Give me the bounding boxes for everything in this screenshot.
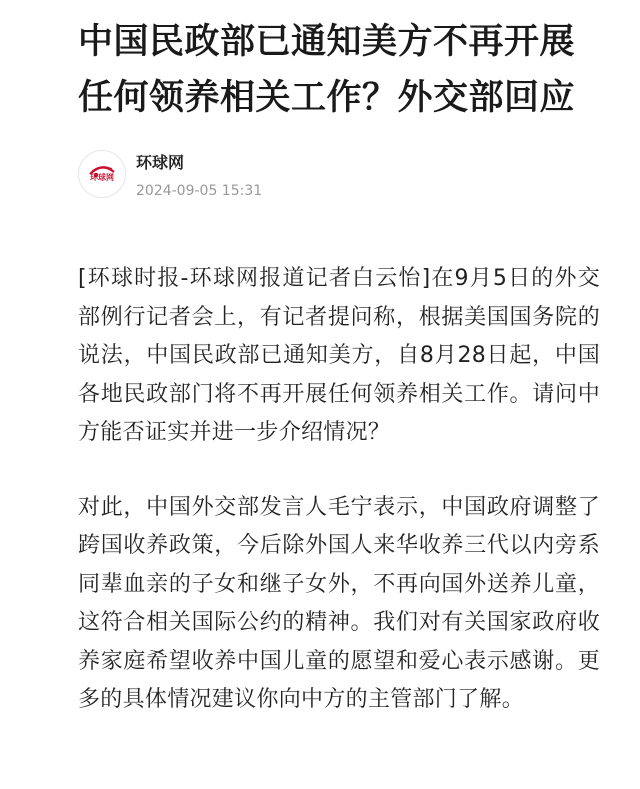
article-paragraph: [环球时报-环球网报道记者白云怡]在9月5日的外交部例行记者会上，有记者提问称，根据美国国务院的说法，中国民政部已通知美方，自8月28日起，中国各地民政部门将不再开展任何领养相关工作。请问中方能否证实并进一步介绍情况？ [78, 266, 600, 445]
article-title: 中国民政部已通知美方不再开展任何领养相关工作？外交部回应 [78, 22, 576, 118]
huanqiu-logo-icon[interactable] [78, 150, 126, 198]
source-info [78, 150, 600, 210]
source-meta [136, 150, 262, 202]
article-paragraph: 对此，中国外交部发言人毛宁表示，中国政府调整了跨国收养政策，今后除外国人来华收养三代以内旁系同辈血亲的子女和继子女外，不再向国外送养儿童，这符合相关国际公约的精神。我们对有关国家政府收养家庭希望收养中国儿童的愿望和爱心表示感谢。更多的具体情况建议你向中方的主管部门了解。 [78, 494, 600, 712]
logo-graphic [82, 154, 122, 194]
source-name[interactable]: 环球网 [136, 153, 185, 172]
logo-text: 环球网 [90, 173, 114, 182]
publish-timestamp: 2024-09-05 15:31 [136, 183, 263, 199]
